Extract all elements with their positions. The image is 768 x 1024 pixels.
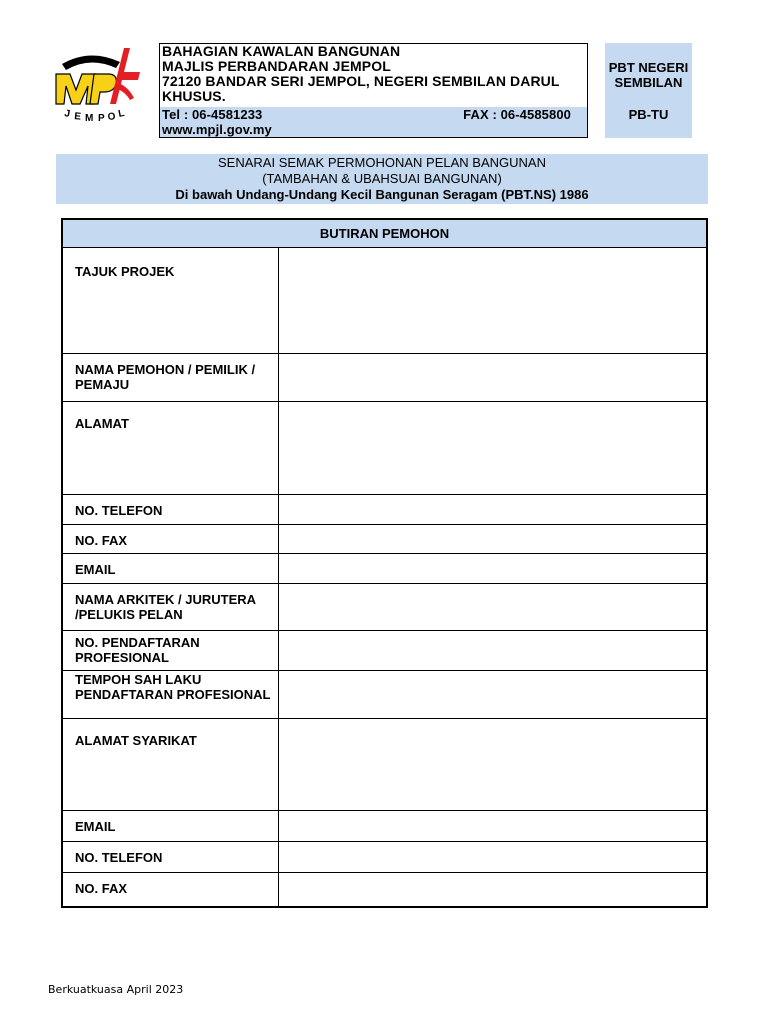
field-label: NO. TELEFON <box>63 495 279 524</box>
field-label: NO. FAX <box>63 525 279 553</box>
svg-text:P: P <box>98 113 105 124</box>
applicant-name-field[interactable] <box>279 354 706 401</box>
field-row-email <box>63 554 706 584</box>
field-row-project-title <box>63 248 706 354</box>
registration-validity-field[interactable] <box>279 671 706 718</box>
svg-text:O: O <box>107 111 117 123</box>
svg-text:J: J <box>63 108 71 120</box>
mpjl-logo <box>50 42 150 132</box>
form-subtitle: (TAMBAHAN & UBAHSUAI BANGUNAN) <box>262 171 502 186</box>
field-row-company-telephone <box>63 842 706 873</box>
field-label: TAJUK PROJEK <box>63 248 279 353</box>
field-row-company-email <box>63 811 706 842</box>
field-row-telephone <box>63 495 706 525</box>
logo-graphic <box>50 42 150 132</box>
field-label: EMAIL <box>63 811 279 841</box>
field-row-fax <box>63 525 706 554</box>
telephone-number: Tel : 06-4581233 <box>162 107 263 122</box>
field-label: NO. FAX <box>63 873 279 906</box>
project-title-field[interactable] <box>279 248 706 353</box>
field-row-registration-validity <box>63 671 706 719</box>
field-label: ALAMAT SYARIKAT <box>63 719 279 810</box>
postal-address-cont: KHUSUS. <box>162 88 226 104</box>
company-address-field[interactable] <box>279 719 706 810</box>
organisation-address-box <box>159 43 588 138</box>
professional-registration-field[interactable] <box>279 631 706 670</box>
field-row-company-fax <box>63 873 706 906</box>
field-label: EMAIL <box>63 554 279 583</box>
company-fax-field[interactable] <box>279 873 706 906</box>
postal-address: 72120 BANDAR SERI JEMPOL, NEGERI SEMBILAN DARUL <box>162 73 560 89</box>
telephone-field[interactable] <box>279 495 706 524</box>
field-row-company-address <box>63 719 706 811</box>
council-name: MAJLIS PERBANDARAN JEMPOL <box>162 58 391 74</box>
pbt-state-line2: SEMBILAN <box>614 75 683 90</box>
applicant-details-table <box>61 218 708 908</box>
website-link[interactable]: www.mpjl.gov.my <box>162 122 272 137</box>
field-row-address <box>63 402 706 495</box>
form-title: SENARAI SEMAK PERMOHONAN PELAN BANGUNAN <box>218 155 546 170</box>
fax-number: FAX : 06-4585800 <box>463 107 571 122</box>
field-row-architect-name <box>63 584 706 631</box>
department-name: BAHAGIAN KAWALAN BANGUNAN <box>162 43 401 59</box>
field-label: NAMA ARKITEK / JURUTERA /PELUKIS PELAN <box>63 584 279 630</box>
pbt-code-box <box>605 43 692 138</box>
field-label: ALAMAT <box>63 402 279 494</box>
address-field[interactable] <box>279 402 706 494</box>
contact-band <box>160 107 587 137</box>
form-code: PB-TU <box>628 107 669 122</box>
email-field[interactable] <box>279 554 706 583</box>
form-legal-basis: Di bawah Undang-Undang Kecil Bangunan Seragam (PBT.NS) 1986 <box>175 187 589 202</box>
field-row-applicant-name <box>63 354 706 402</box>
field-row-professional-registration <box>63 631 706 671</box>
svg-text:L: L <box>117 107 126 120</box>
svg-text:E: E <box>73 111 82 123</box>
fax-field[interactable] <box>279 525 706 553</box>
field-label: TEMPOH SAH LAKU PENDAFTARAN PROFESIONAL <box>63 671 279 718</box>
section-heading: BUTIRAN PEMOHON <box>63 220 706 248</box>
architect-name-field[interactable] <box>279 584 706 630</box>
company-email-field[interactable] <box>279 811 706 841</box>
svg-text:M: M <box>85 113 94 124</box>
company-telephone-field[interactable] <box>279 842 706 872</box>
pbt-state-line1: PBT NEGERI <box>608 60 689 75</box>
field-label: NAMA PEMOHON / PEMILIK / PEMAJU <box>63 354 279 401</box>
form-title-band <box>56 154 708 204</box>
effective-date-note: Berkuatkuasa April 2023 <box>48 983 184 996</box>
field-label: NO. PENDAFTARAN PROFESIONAL <box>63 631 279 670</box>
field-label: NO. TELEFON <box>63 842 279 872</box>
